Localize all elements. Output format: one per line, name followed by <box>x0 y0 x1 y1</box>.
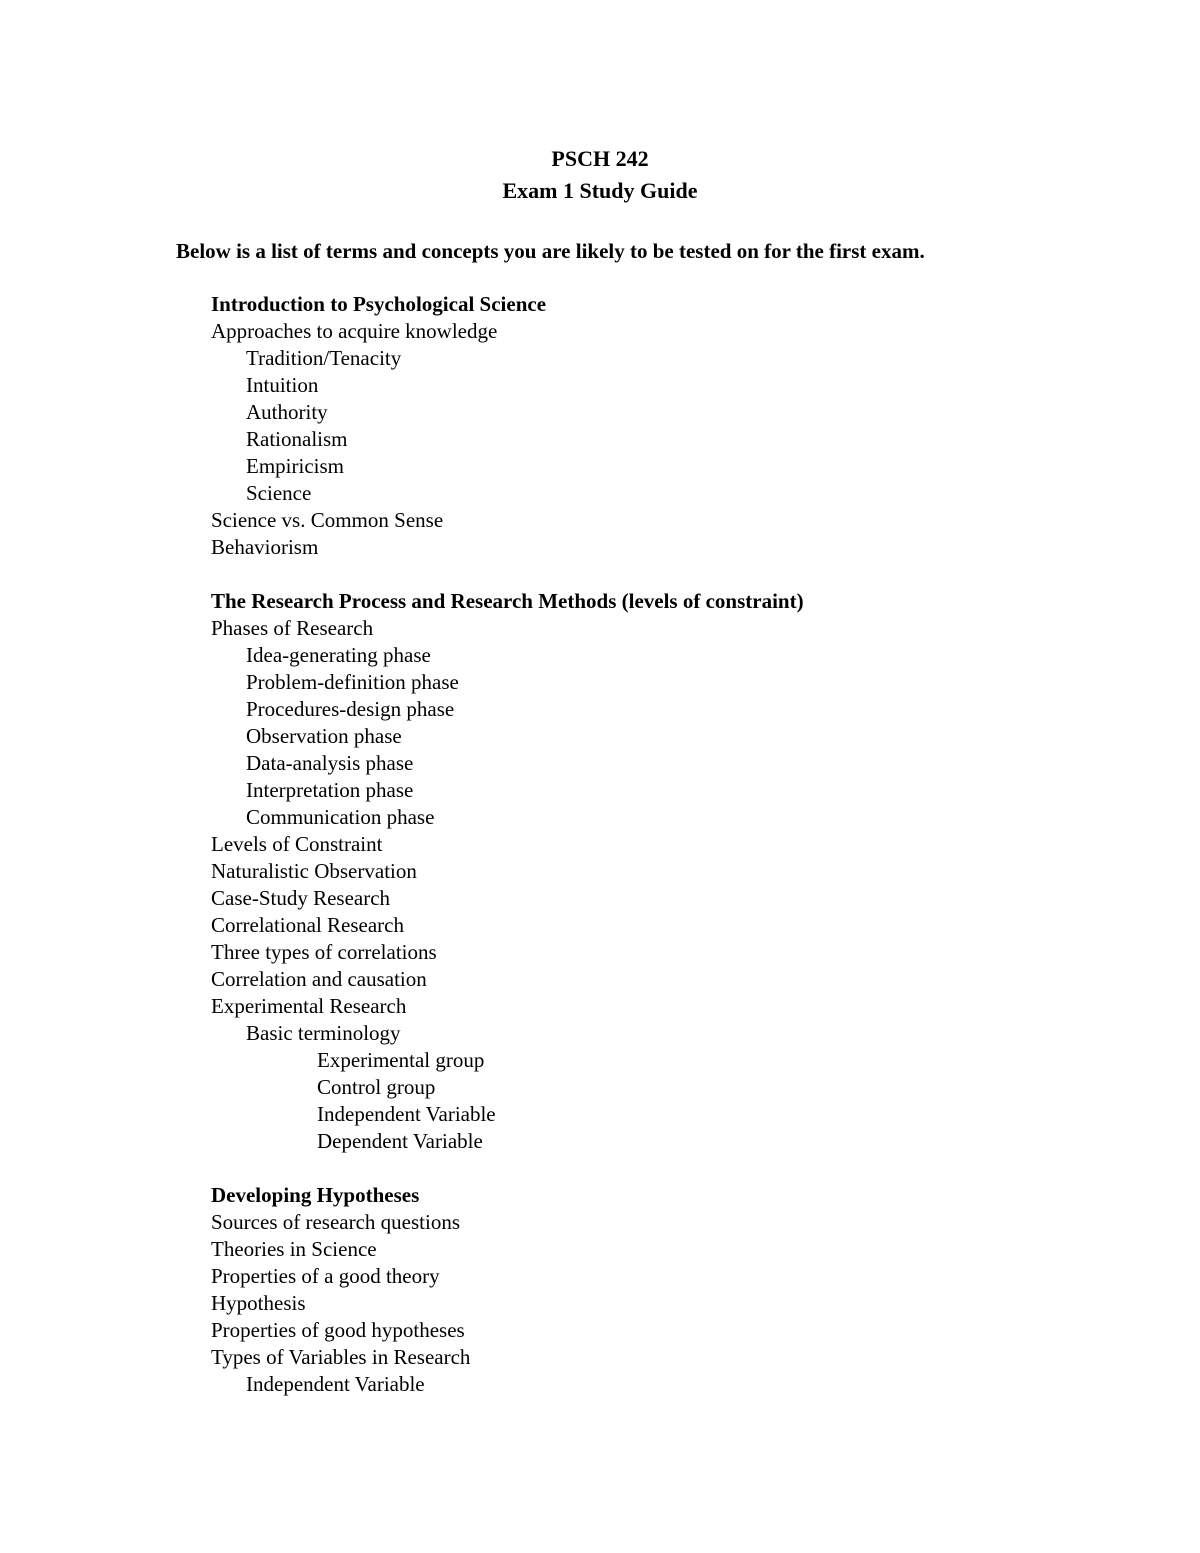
list-item: Interpretation phase <box>246 778 414 802</box>
list-item: Basic terminology <box>246 1021 401 1045</box>
list-item: Properties of good hypotheses <box>211 1318 465 1342</box>
list-item: Rationalism <box>246 427 348 451</box>
intro-text: Below is a list of terms and concepts you are likely to be tested on for the first exam. <box>176 239 925 263</box>
list-item: Types of Variables in Research <box>211 1345 471 1369</box>
course-code: PSCH 242 <box>551 146 649 171</box>
list-item: Three types of correlations <box>211 940 437 964</box>
list-item: Correlational Research <box>211 913 404 937</box>
sections-container <box>211 291 1111 1425</box>
list-item: Hypothesis <box>211 1291 306 1315</box>
list-item: Phases of Research <box>211 616 374 640</box>
list-item: Authority <box>246 400 328 424</box>
list-item: Experimental Research <box>211 994 407 1018</box>
list-item: Correlation and causation <box>211 967 427 991</box>
list-item: Approaches to acquire knowledge <box>211 319 498 343</box>
list-item: Dependent Variable <box>317 1129 483 1153</box>
list-item: Problem-definition phase <box>246 670 459 694</box>
list-item: Naturalistic Observation <box>211 859 417 883</box>
list-item: Intuition <box>246 373 319 397</box>
list-item: Idea-generating phase <box>246 643 431 667</box>
page-title: Exam 1 Study Guide <box>502 178 698 203</box>
list-item: Independent Variable <box>246 1372 425 1396</box>
list-item: Sources of research questions <box>211 1210 461 1234</box>
section <box>211 588 1111 1155</box>
list-item: Data-analysis phase <box>246 751 414 775</box>
list-item: Tradition/Tenacity <box>246 346 402 370</box>
list-item: Levels of Constraint <box>211 832 383 856</box>
list-item: Empiricism <box>246 454 344 478</box>
list-item: Independent Variable <box>317 1102 496 1126</box>
list-item: Science <box>246 481 312 505</box>
section <box>211 1182 1111 1398</box>
section <box>211 291 1111 561</box>
section-heading: The Research Process and Research Methods (levels of constraint) <box>211 589 804 613</box>
section-heading: Introduction to Psychological Science <box>211 292 547 316</box>
section-heading: Developing Hypotheses <box>211 1183 420 1207</box>
list-item: Observation phase <box>246 724 402 748</box>
list-item: Experimental group <box>317 1048 485 1072</box>
list-item: Behaviorism <box>211 535 319 559</box>
list-item: Procedures-design phase <box>246 697 455 721</box>
list-item: Control group <box>317 1075 436 1099</box>
list-item: Theories in Science <box>211 1237 377 1261</box>
list-item: Case-Study Research <box>211 886 391 910</box>
list-item: Properties of a good theory <box>211 1264 440 1288</box>
list-item: Communication phase <box>246 805 435 829</box>
list-item: Science vs. Common Sense <box>211 508 444 532</box>
